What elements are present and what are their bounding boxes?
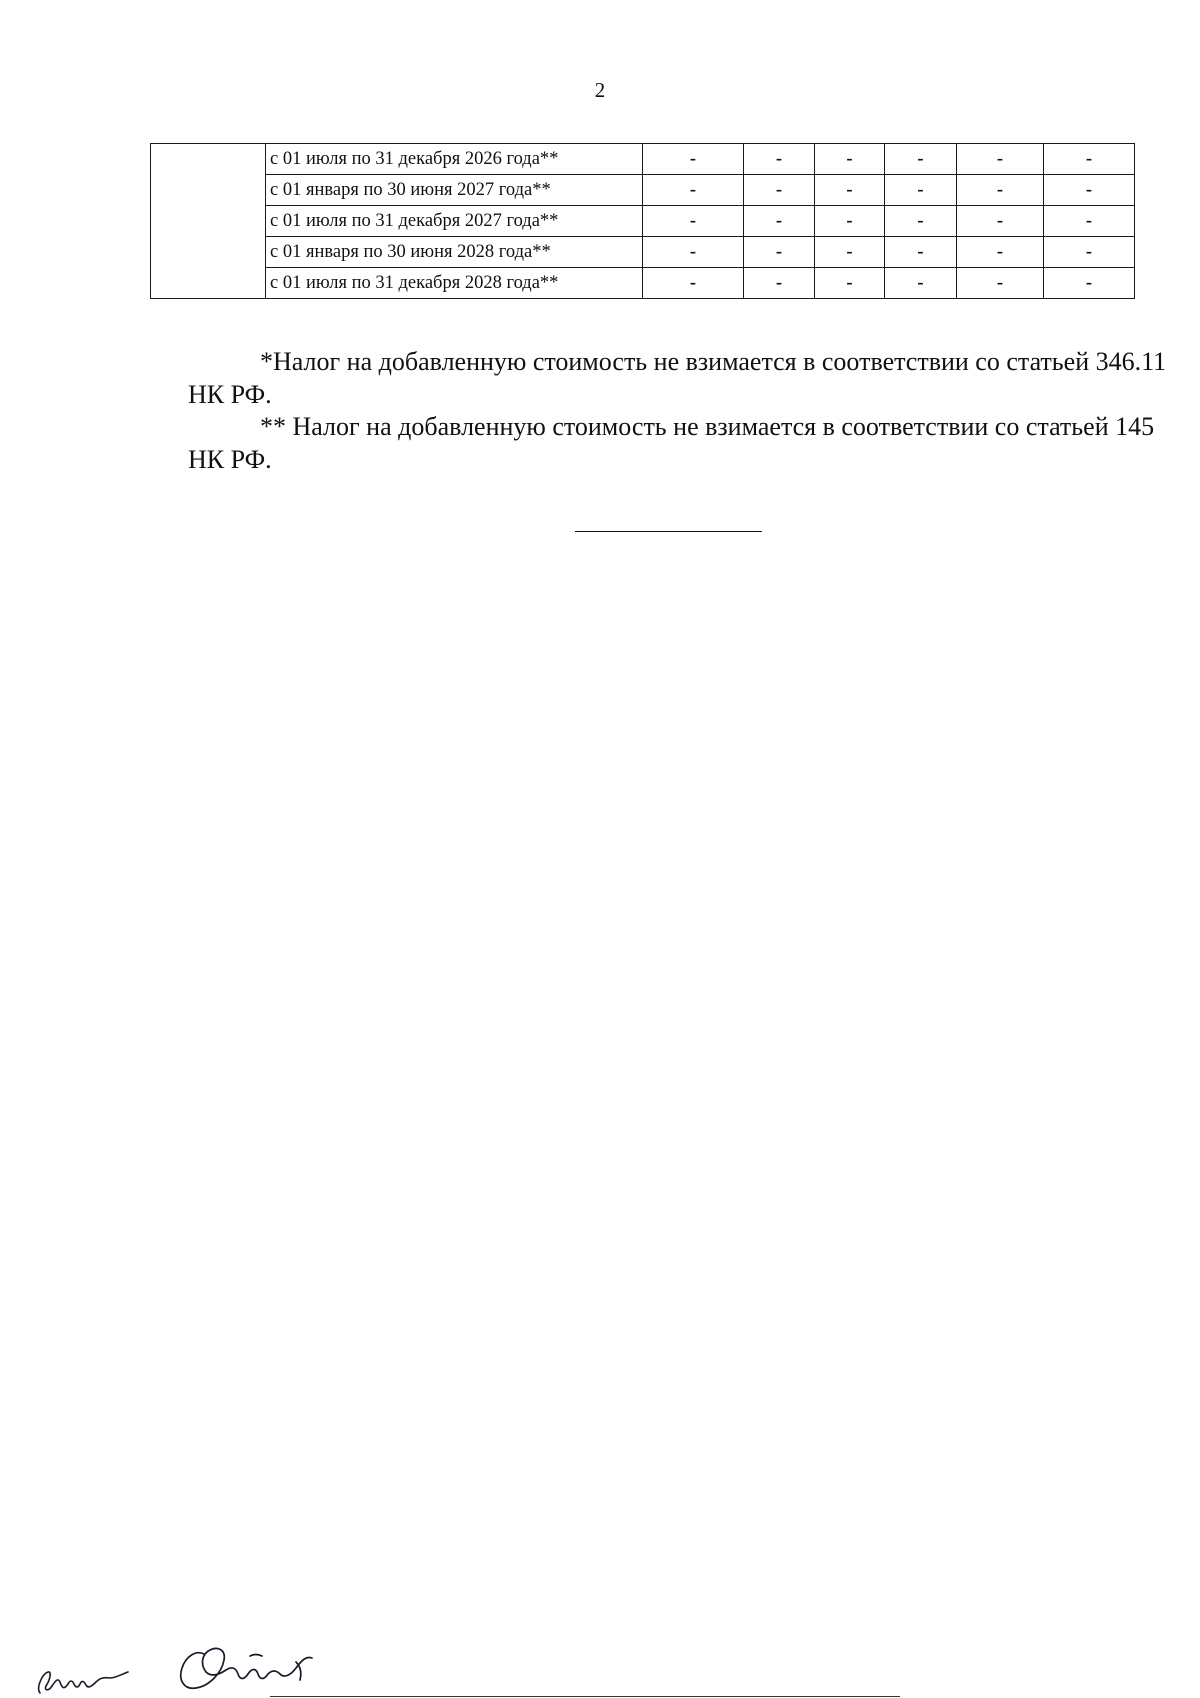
period-cell: с 01 января по 30 июня 2028 года**: [266, 237, 643, 268]
value-cell: -: [885, 175, 957, 206]
table-row: [151, 237, 1135, 268]
footnote-vat-346-11: *Налог на добавленную стоимость не взимается в соответствии со статьей 346.11 НК РФ.: [188, 347, 1167, 409]
table-row: [151, 144, 1135, 175]
value-cell: -: [885, 206, 957, 237]
table-row: [151, 175, 1135, 206]
signature-area: [0, 1600, 1200, 1698]
value-cell: -: [885, 268, 957, 299]
value-cell: -: [885, 144, 957, 175]
end-rule: [575, 531, 762, 532]
bottom-rule: [270, 1696, 900, 1697]
value-cell: -: [643, 268, 744, 299]
initials-signature: [39, 1672, 128, 1693]
signatures-svg: [0, 1600, 1200, 1698]
table-row: [151, 268, 1135, 299]
value-cell: -: [1044, 237, 1135, 268]
value-cell: -: [643, 175, 744, 206]
period-cell: с 01 июля по 31 декабря 2027 года**: [266, 206, 643, 237]
tariff-table: [150, 143, 1135, 299]
value-cell: -: [744, 175, 815, 206]
value-cell: -: [744, 268, 815, 299]
value-cell: -: [957, 237, 1044, 268]
value-cell: -: [815, 175, 885, 206]
value-cell: -: [957, 206, 1044, 237]
period-cell: с 01 июля по 31 декабря 2026 года**: [266, 144, 643, 175]
value-cell: -: [815, 206, 885, 237]
value-cell: -: [1044, 206, 1135, 237]
value-cell: -: [643, 144, 744, 175]
period-cell: с 01 января по 30 июня 2027 года**: [266, 175, 643, 206]
value-cell: -: [885, 237, 957, 268]
page-number: 2: [594, 78, 606, 102]
value-cell: -: [643, 206, 744, 237]
value-cell: -: [957, 175, 1044, 206]
value-cell: -: [815, 144, 885, 175]
footnote-vat-145: ** Налог на добавленную стоимость не взимается в соответствии со статьей 145 НК РФ.: [188, 412, 1155, 474]
value-cell: -: [1044, 144, 1135, 175]
group-cell: [151, 144, 266, 299]
value-cell: -: [744, 144, 815, 175]
value-cell: -: [815, 237, 885, 268]
value-cell: -: [744, 237, 815, 268]
table-row: [151, 206, 1135, 237]
value-cell: -: [643, 237, 744, 268]
main-signature: [181, 1648, 312, 1688]
period-cell: с 01 июля по 31 декабря 2028 года**: [266, 268, 643, 299]
value-cell: -: [1044, 268, 1135, 299]
value-cell: -: [1044, 175, 1135, 206]
value-cell: -: [744, 206, 815, 237]
value-cell: -: [815, 268, 885, 299]
value-cell: -: [957, 268, 1044, 299]
value-cell: -: [957, 144, 1044, 175]
